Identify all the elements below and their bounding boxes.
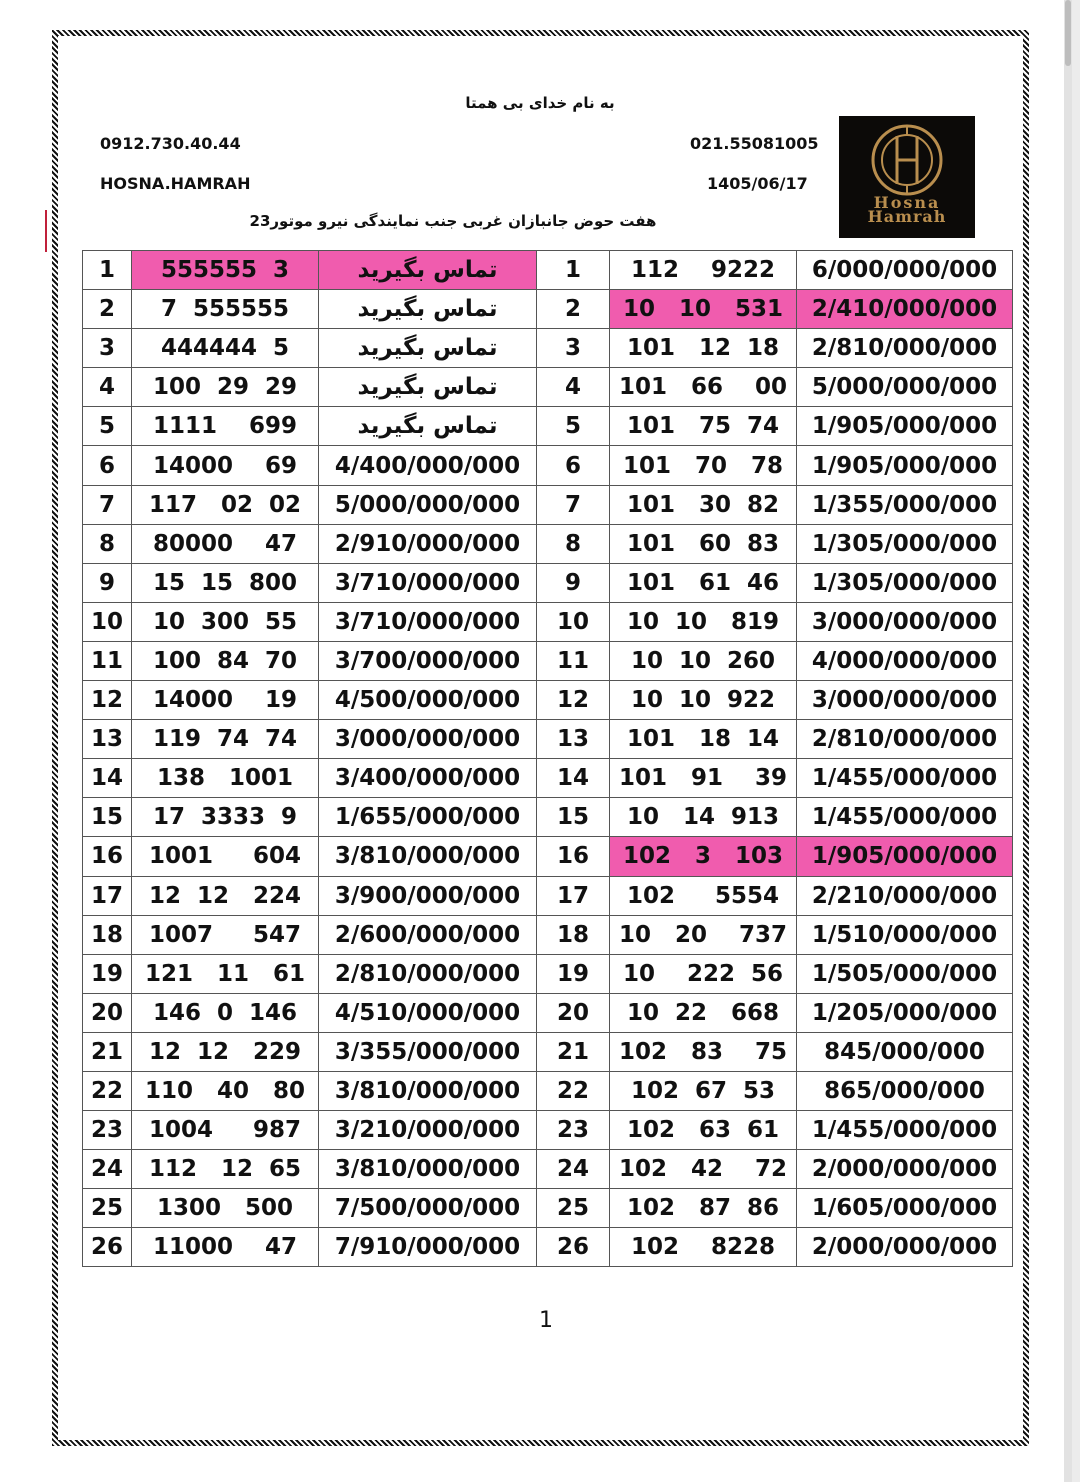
row-number-right: 13 xyxy=(537,720,610,759)
scrollbar-thumb[interactable] xyxy=(1065,0,1071,66)
bismillah-heading: به نام خدای بی همتا xyxy=(465,94,615,112)
phone-number-right: 10 14 913 xyxy=(610,798,797,837)
phone-number-left: 555555 3 xyxy=(132,251,319,290)
price-left: تماس بگیرید xyxy=(319,290,537,329)
phone-number-right: 101 61 46 xyxy=(610,563,797,602)
phone-number-right: 102 67 53 xyxy=(610,1071,797,1110)
price-left: تماس بگیرید xyxy=(319,368,537,407)
phone-number-left: 138 1001 xyxy=(132,759,319,798)
row-number-left: 3 xyxy=(83,329,132,368)
table-row xyxy=(83,759,1013,798)
table-row xyxy=(83,798,1013,837)
row-number-left: 18 xyxy=(83,915,132,954)
price-left: 3/710/000/000 xyxy=(319,563,537,602)
phone-number-right: 10 10 819 xyxy=(610,602,797,641)
price-right: 1/510/000/000 xyxy=(797,915,1013,954)
phone-number-left: 10 300 55 xyxy=(132,602,319,641)
row-number-right: 5 xyxy=(537,407,610,446)
table-row xyxy=(83,876,1013,915)
mobile-phone: 0912.730.40.44 xyxy=(100,134,241,153)
price-right: 1/455/000/000 xyxy=(797,1111,1013,1150)
phone-number-right: 102 83 75 xyxy=(610,1032,797,1071)
price-right: 1/205/000/000 xyxy=(797,993,1013,1032)
phone-number-left: 119 74 74 xyxy=(132,720,319,759)
table-row xyxy=(83,1071,1013,1110)
table-row xyxy=(83,915,1013,954)
table-row xyxy=(83,1150,1013,1189)
price-right: 4/000/000/000 xyxy=(797,641,1013,680)
table-row xyxy=(83,954,1013,993)
phone-number-left: 112 12 65 xyxy=(132,1150,319,1189)
price-left: 3/700/000/000 xyxy=(319,641,537,680)
phone-number-left: 121 11 61 xyxy=(132,954,319,993)
price-left: 4/510/000/000 xyxy=(319,993,537,1032)
row-number-right: 3 xyxy=(537,329,610,368)
row-number-left: 26 xyxy=(83,1228,132,1267)
row-number-left: 20 xyxy=(83,993,132,1032)
phone-number-left: 100 29 29 xyxy=(132,368,319,407)
table-row xyxy=(83,1032,1013,1071)
table-row xyxy=(83,329,1013,368)
price-left: 3/900/000/000 xyxy=(319,876,537,915)
price-left: 3/400/000/000 xyxy=(319,759,537,798)
phone-number-right: 102 87 86 xyxy=(610,1189,797,1228)
table-row xyxy=(83,524,1013,563)
brand-logo xyxy=(839,116,975,238)
price-right: 1/505/000/000 xyxy=(797,954,1013,993)
price-right: 1/305/000/000 xyxy=(797,563,1013,602)
price-right: 845/000/000 xyxy=(797,1032,1013,1071)
table-row xyxy=(83,485,1013,524)
phone-number-right: 101 91 39 xyxy=(610,759,797,798)
price-left: 7/500/000/000 xyxy=(319,1189,537,1228)
phone-number-right: 101 70 78 xyxy=(610,446,797,485)
phone-number-left: 1001 604 xyxy=(132,837,319,876)
price-right: 1/905/000/000 xyxy=(797,407,1013,446)
row-number-left: 9 xyxy=(83,563,132,602)
table-row xyxy=(83,446,1013,485)
phone-number-left: 1111 699 xyxy=(132,407,319,446)
row-number-left: 14 xyxy=(83,759,132,798)
row-number-left: 23 xyxy=(83,1111,132,1150)
table-row xyxy=(83,1189,1013,1228)
price-left: 2/810/000/000 xyxy=(319,954,537,993)
price-left: 3/710/000/000 xyxy=(319,602,537,641)
row-number-right: 11 xyxy=(537,641,610,680)
phone-number-left: 12 12 224 xyxy=(132,876,319,915)
row-number-right: 26 xyxy=(537,1228,610,1267)
table-row xyxy=(83,251,1013,290)
price-left: 2/910/000/000 xyxy=(319,524,537,563)
monogram-icon xyxy=(863,122,951,198)
row-number-right: 16 xyxy=(537,837,610,876)
row-number-right: 10 xyxy=(537,602,610,641)
row-number-left: 4 xyxy=(83,368,132,407)
price-right: 2/810/000/000 xyxy=(797,329,1013,368)
table-row xyxy=(83,1111,1013,1150)
phone-number-left: 17 3333 9 xyxy=(132,798,319,837)
price-right: 1/455/000/000 xyxy=(797,798,1013,837)
row-number-left: 17 xyxy=(83,876,132,915)
row-number-right: 19 xyxy=(537,954,610,993)
price-left: تماس بگیرید xyxy=(319,329,537,368)
phone-number-right: 10 10 260 xyxy=(610,641,797,680)
phone-number-left: 11000 47 xyxy=(132,1228,319,1267)
row-number-right: 22 xyxy=(537,1071,610,1110)
price-left: تماس بگیرید xyxy=(319,251,537,290)
row-number-left: 8 xyxy=(83,524,132,563)
price-right: 1/905/000/000 xyxy=(797,446,1013,485)
price-right: 5/000/000/000 xyxy=(797,368,1013,407)
vertical-scrollbar[interactable] xyxy=(1064,0,1072,1482)
row-number-left: 13 xyxy=(83,720,132,759)
phone-number-right: 10 20 737 xyxy=(610,915,797,954)
address-subtitle: هفت حوض جانبازان غربی جنب نمایندگی نیرو موتور23 xyxy=(249,212,657,230)
phone-number-right: 101 66 00 xyxy=(610,368,797,407)
price-left: 3/000/000/000 xyxy=(319,720,537,759)
phone-number-right: 10 10 531 xyxy=(610,290,797,329)
phone-number-left: 444444 5 xyxy=(132,329,319,368)
row-number-left: 25 xyxy=(83,1189,132,1228)
row-number-left: 7 xyxy=(83,485,132,524)
phone-number-left: 100 84 70 xyxy=(132,641,319,680)
row-number-right: 4 xyxy=(537,368,610,407)
price-left: 1/655/000/000 xyxy=(319,798,537,837)
price-left: 5/000/000/000 xyxy=(319,485,537,524)
phone-number-right: 101 75 74 xyxy=(610,407,797,446)
phone-number-right: 10 10 922 xyxy=(610,681,797,720)
price-right: 1/355/000/000 xyxy=(797,485,1013,524)
phone-number-left: 146 0 146 xyxy=(132,993,319,1032)
row-number-left: 10 xyxy=(83,602,132,641)
row-number-left: 24 xyxy=(83,1150,132,1189)
row-number-right: 9 xyxy=(537,563,610,602)
row-number-right: 21 xyxy=(537,1032,610,1071)
phone-number-left: 1004 987 xyxy=(132,1111,319,1150)
table-row xyxy=(83,720,1013,759)
table-row xyxy=(83,290,1013,329)
row-number-right: 17 xyxy=(537,876,610,915)
table-row xyxy=(83,993,1013,1032)
phone-number-right: 101 30 82 xyxy=(610,485,797,524)
price-left: تماس بگیرید xyxy=(319,407,537,446)
price-right: 2/000/000/000 xyxy=(797,1228,1013,1267)
price-left: 4/500/000/000 xyxy=(319,681,537,720)
price-left: 2/600/000/000 xyxy=(319,915,537,954)
table-row xyxy=(83,641,1013,680)
logo-text-line2: Hamrah xyxy=(867,207,947,226)
table-row xyxy=(83,602,1013,641)
phone-number-left: 12 12 229 xyxy=(132,1032,319,1071)
phone-number-right: 10 22 668 xyxy=(610,993,797,1032)
row-number-left: 19 xyxy=(83,954,132,993)
price-right: 1/305/000/000 xyxy=(797,524,1013,563)
row-number-right: 8 xyxy=(537,524,610,563)
price-right: 3/000/000/000 xyxy=(797,602,1013,641)
price-left: 3/810/000/000 xyxy=(319,837,537,876)
row-number-left: 16 xyxy=(83,837,132,876)
phone-number-right: 102 8228 xyxy=(610,1228,797,1267)
phone-number-left: 7 555555 xyxy=(132,290,319,329)
table-row xyxy=(83,368,1013,407)
price-right: 2/410/000/000 xyxy=(797,290,1013,329)
price-left: 3/810/000/000 xyxy=(319,1071,537,1110)
row-number-left: 11 xyxy=(83,641,132,680)
phone-number-left: 1300 500 xyxy=(132,1189,319,1228)
row-number-right: 23 xyxy=(537,1111,610,1150)
price-right: 1/605/000/000 xyxy=(797,1189,1013,1228)
row-number-left: 21 xyxy=(83,1032,132,1071)
table-row xyxy=(83,407,1013,446)
phone-number-right: 102 3 103 xyxy=(610,837,797,876)
price-right: 6/000/000/000 xyxy=(797,251,1013,290)
phone-number-left: 80000 47 xyxy=(132,524,319,563)
row-number-right: 18 xyxy=(537,915,610,954)
phone-number-right: 101 18 14 xyxy=(610,720,797,759)
price-right: 2/000/000/000 xyxy=(797,1150,1013,1189)
table-row xyxy=(83,837,1013,876)
phone-number-right: 102 63 61 xyxy=(610,1111,797,1150)
price-right: 865/000/000 xyxy=(797,1071,1013,1110)
document-date: 1405/06/17 xyxy=(707,174,808,193)
row-number-right: 25 xyxy=(537,1189,610,1228)
table-row xyxy=(83,563,1013,602)
phone-number-right: 101 60 83 xyxy=(610,524,797,563)
row-number-right: 15 xyxy=(537,798,610,837)
row-number-left: 6 xyxy=(83,446,132,485)
price-right: 3/000/000/000 xyxy=(797,681,1013,720)
phone-number-right: 102 42 72 xyxy=(610,1150,797,1189)
row-number-right: 14 xyxy=(537,759,610,798)
row-number-left: 1 xyxy=(83,251,132,290)
phone-number-right: 112 9222 xyxy=(610,251,797,290)
page-number: 1 xyxy=(539,1308,553,1333)
row-number-right: 20 xyxy=(537,993,610,1032)
price-left: 3/355/000/000 xyxy=(319,1032,537,1071)
price-right: 2/210/000/000 xyxy=(797,876,1013,915)
phone-number-left: 14000 19 xyxy=(132,681,319,720)
price-right: 2/810/000/000 xyxy=(797,720,1013,759)
brand-name: HOSNA.HAMRAH xyxy=(100,174,251,193)
row-number-right: 6 xyxy=(537,446,610,485)
phone-number-left: 117 02 02 xyxy=(132,485,319,524)
row-number-right: 2 xyxy=(537,290,610,329)
table-row xyxy=(83,1228,1013,1267)
price-left: 3/810/000/000 xyxy=(319,1150,537,1189)
price-left: 3/210/000/000 xyxy=(319,1111,537,1150)
row-number-right: 7 xyxy=(537,485,610,524)
phone-number-left: 110 40 80 xyxy=(132,1071,319,1110)
phone-number-left: 1007 547 xyxy=(132,915,319,954)
phone-number-left: 14000 69 xyxy=(132,446,319,485)
price-table xyxy=(82,250,1013,1267)
row-number-right: 24 xyxy=(537,1150,610,1189)
phone-number-right: 102 5554 xyxy=(610,876,797,915)
price-right: 1/905/000/000 xyxy=(797,837,1013,876)
phone-number-right: 10 222 56 xyxy=(610,954,797,993)
row-number-left: 22 xyxy=(83,1071,132,1110)
phone-number-right: 101 12 18 xyxy=(610,329,797,368)
price-left: 4/400/000/000 xyxy=(319,446,537,485)
row-number-right: 12 xyxy=(537,681,610,720)
price-left: 7/910/000/000 xyxy=(319,1228,537,1267)
row-number-left: 12 xyxy=(83,681,132,720)
phone-number-left: 15 15 800 xyxy=(132,563,319,602)
office-phone: 021.55081005 xyxy=(690,134,819,153)
row-number-left: 2 xyxy=(83,290,132,329)
table-row xyxy=(83,681,1013,720)
row-number-left: 5 xyxy=(83,407,132,446)
logo-text-line1: Hosna xyxy=(873,193,941,212)
row-number-right: 1 xyxy=(537,251,610,290)
row-number-left: 15 xyxy=(83,798,132,837)
price-right: 1/455/000/000 xyxy=(797,759,1013,798)
